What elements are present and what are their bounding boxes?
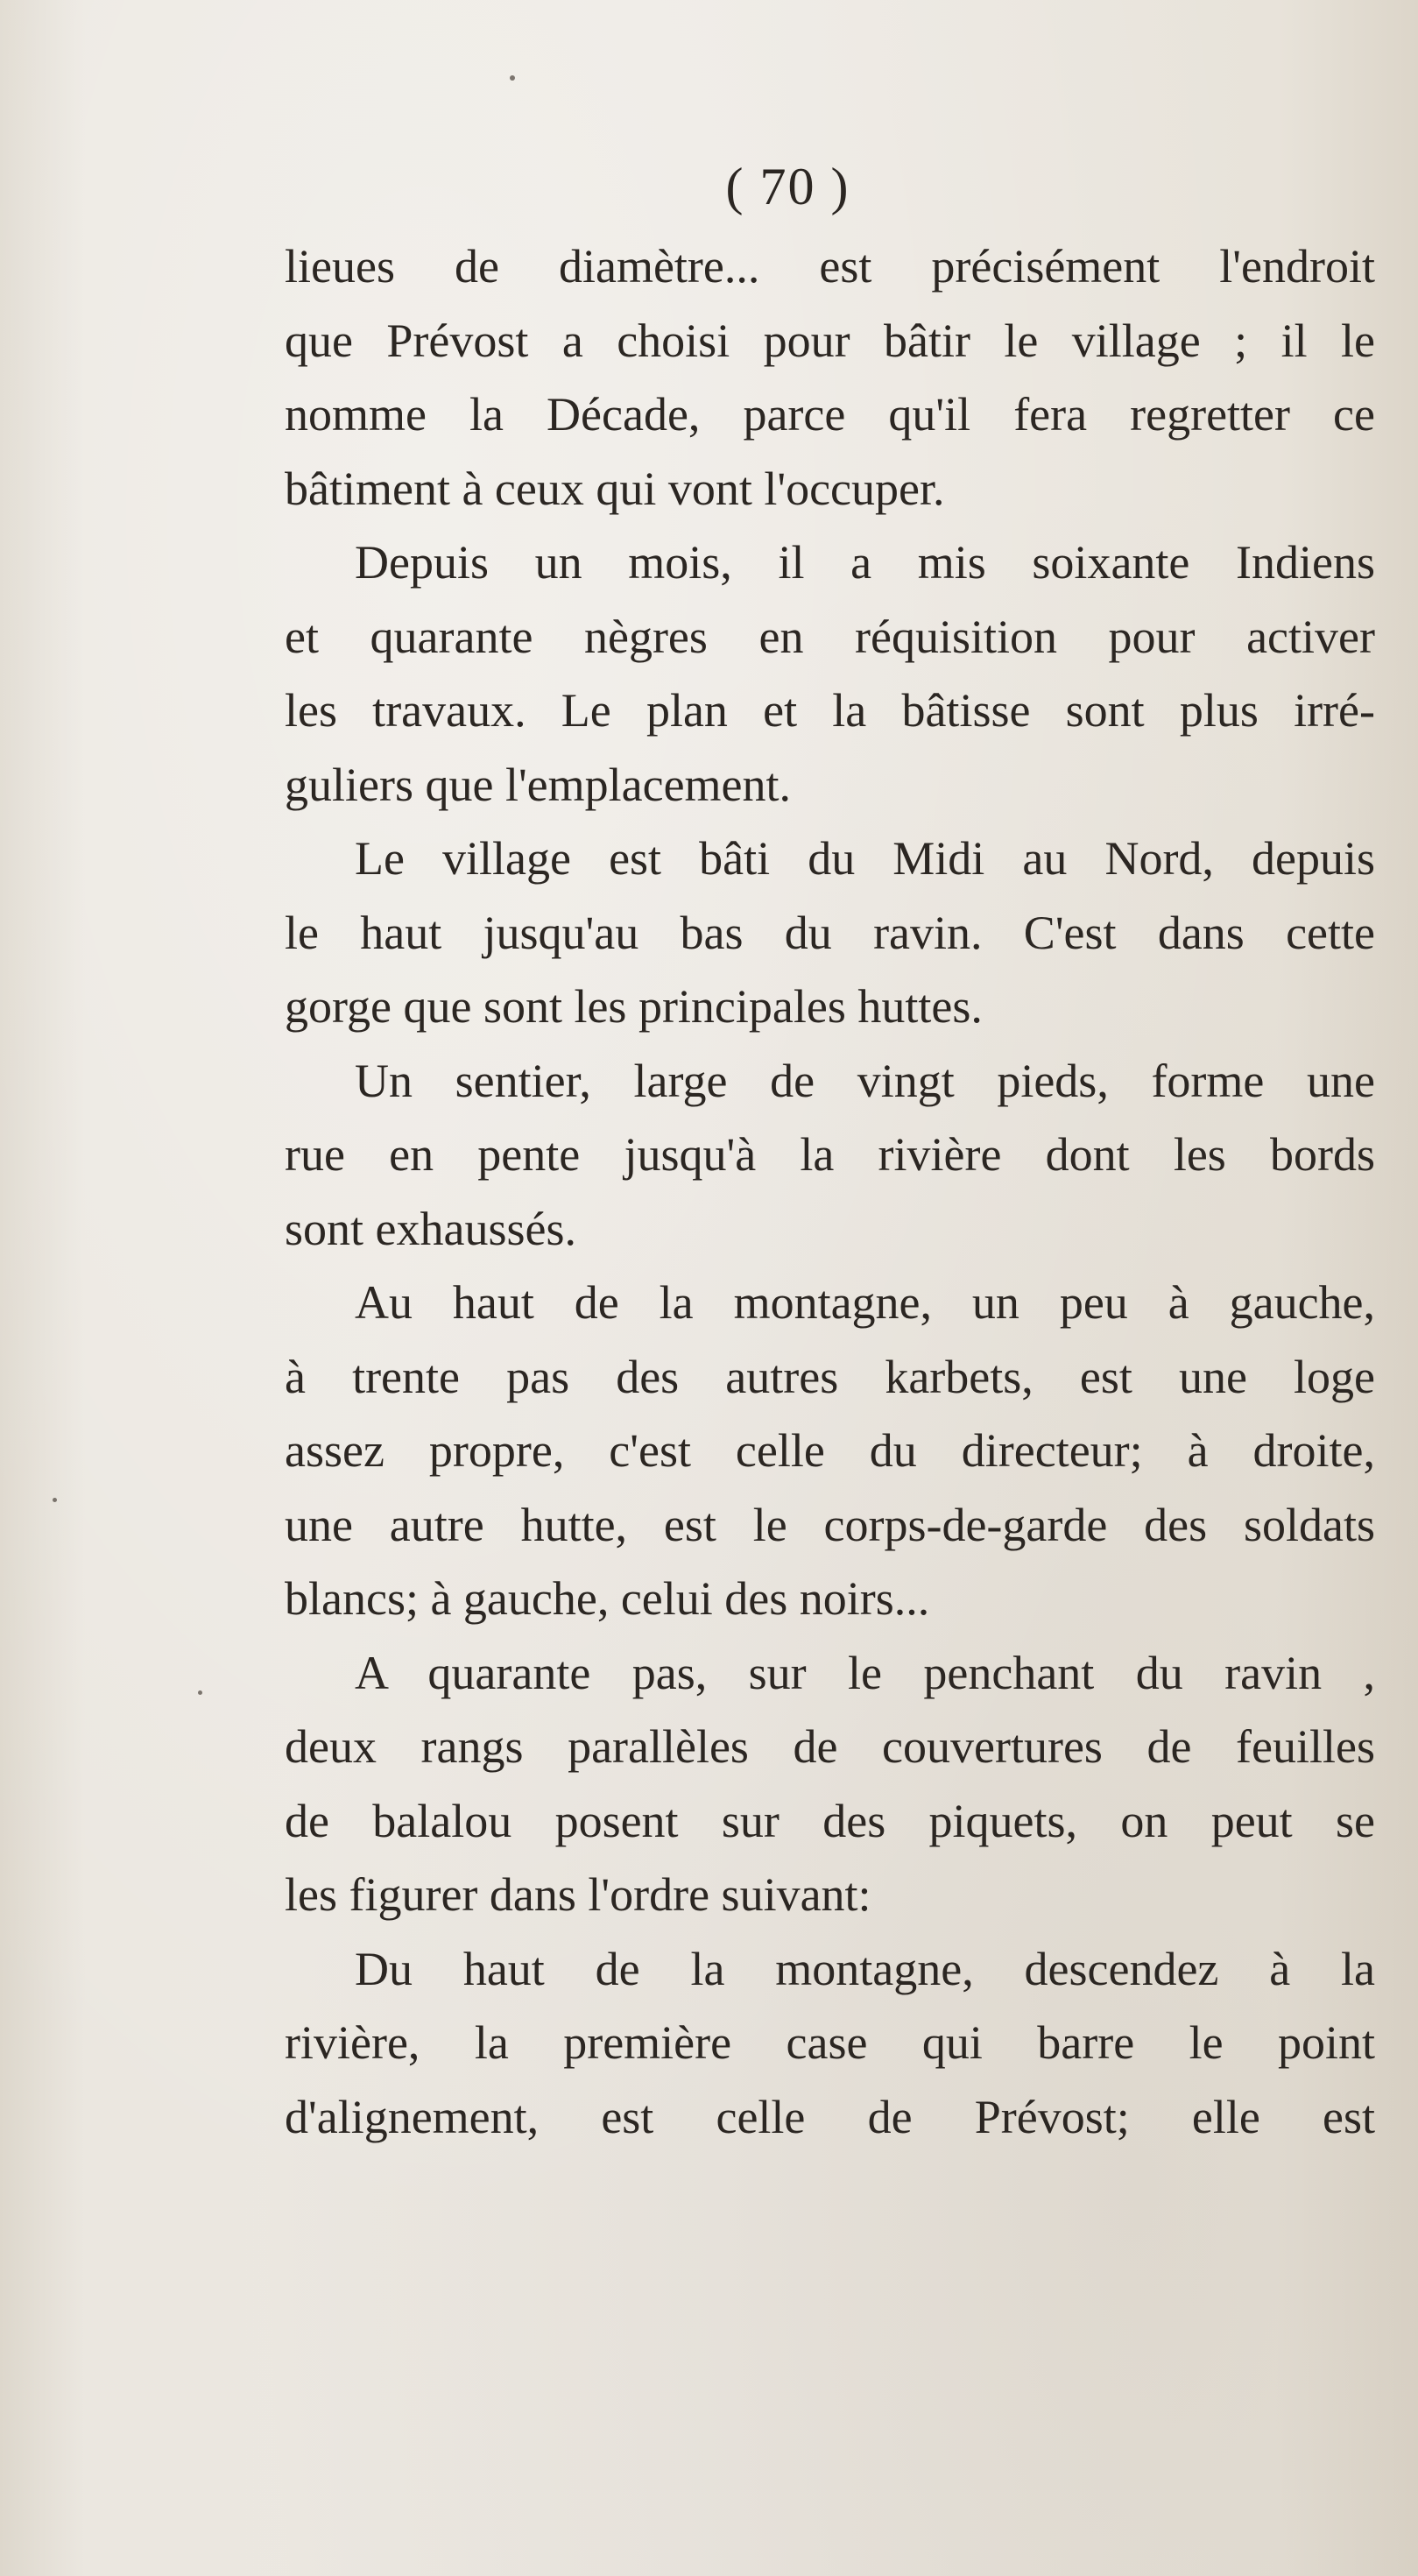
text-line: gorge que sont les principales huttes. — [285, 980, 983, 1033]
text-line: d'alignement, est celle de Prévost; elle est — [285, 2090, 1375, 2143]
text-line: une autre hutte, est le corps-de-garde des soldats — [285, 1498, 1375, 1551]
text-line: A quarante pas, sur le penchant du ravin , — [355, 1646, 1375, 1699]
page-number: ( 70 ) — [725, 158, 850, 215]
text-line: Le village est bâti du Midi au Nord, depuis — [355, 832, 1375, 885]
text-line: que Prévost a choisi pour bâtir le village ; il le — [285, 314, 1375, 367]
text-line: guliers que l'emplacement. — [285, 758, 792, 811]
text-line: deux rangs parallèles de couvertures de feuilles — [285, 1720, 1375, 1773]
ink-speck — [53, 1498, 57, 1502]
text-line: et quarante nègres en réquisition pour activer — [285, 610, 1375, 663]
text-line: le haut jusqu'au bas du ravin. C'est dans cette — [285, 906, 1375, 959]
text-line: de balalou posent sur des piquets, on peut se — [285, 1794, 1375, 1847]
text-line: Un sentier, large de vingt pieds, forme une — [355, 1054, 1375, 1107]
text-line: sont exhaussés. — [285, 1202, 576, 1255]
text-line: blancs; à gauche, celui des noirs... — [285, 1572, 930, 1625]
text-line: lieues de diamètre... est précisément l'endroit — [285, 240, 1375, 293]
text-line: nomme la Décade, parce qu'il fera regretter ce — [285, 388, 1375, 441]
text-line: les figurer dans l'ordre suivant: — [285, 1868, 871, 1921]
text-line: bâtiment à ceux qui vont l'occuper. — [285, 462, 945, 515]
text-line: les travaux. Le plan et la bâtisse sont plus irré- — [285, 684, 1375, 737]
ink-speck — [510, 75, 515, 81]
ink-speck — [198, 1690, 202, 1695]
text-line: Depuis un mois, il a mis soixante Indiens — [355, 536, 1375, 589]
text-line: Du haut de la montagne, descendez à la — [355, 1942, 1375, 1995]
text-line: Au haut de la montagne, un peu à gauche, — [355, 1276, 1375, 1329]
text-line: rue en pente jusqu'à la rivière dont les bords — [285, 1128, 1375, 1181]
text-line: à trente pas des autres karbets, est une loge — [285, 1350, 1375, 1403]
text-line: assez propre, c'est celle du directeur; à droite, — [285, 1424, 1375, 1477]
body-text — [285, 229, 1375, 2154]
text-line: rivière, la première case qui barre le point — [285, 2016, 1375, 2069]
